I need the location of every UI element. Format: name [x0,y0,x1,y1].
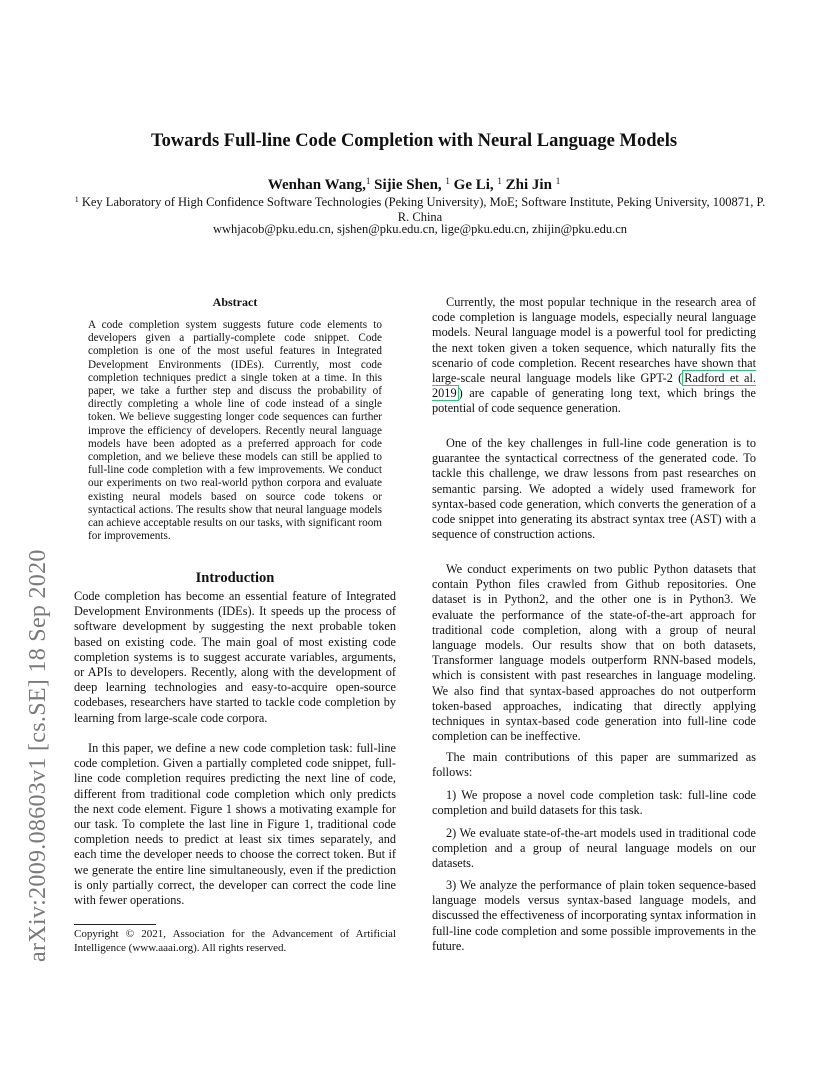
body-paragraph: We conduct experiments on two public Python datasets that contain Python files crawled from Github repositories. One dataset is in Python2, and the other one is in Python3. We evaluate the performance of the state-of-the-art approach for traditional code completion, along with a group of neural language models. Our results show that on both datasets, Transformer language models outperform RNN-based models, which is consistent with past researches in language modeling. We also find that syntax-based approaches do not outperform token-based approaches, indicating that directly applying techniques in syntax-based code generation into full-line code completion can be ineffective. [432,562,756,744]
affiliation-mark: 1 [497,176,502,186]
arxiv-identifier-stamp: arXiv:2009.08603v1 [cs.SE] 18 Sep 2020 [25,549,51,962]
copyright-footnote: Copyright © 2021, Association for the Advancement of Artificial Intelligence (www.aaai.org). All rights reserved. [74,928,396,954]
abstract-text: A code completion system suggests future code elements to developers given a partially-complete code snippet. Code completion is one of the most useful features in Integrated Development Environments (IDEs). Currently, most code completion techniques predict a single token at a time. In this paper, we take a further step and discuss the probability of directly completing a whole line of code instead of a single token. We believe suggesting longer code sequences can further improve the efficiency of developers. Recently neural language models have been adopted as a preferred approach for code completion, and we believe these models can still be applied to full-line code completion with a few improvements. We conduct our experiments on two real-world python corpora and evaluate existing neural models based on source code tokens or syntactical actions. The results show that neural language models can achieve acceptable results on our tasks, with significant room for improvements. [88,319,382,543]
contribution-item: 1) We propose a novel code completion task: full-line code completion and build datasets for this task. [432,788,756,818]
paragraph-text: ) are capable of generating long text, which brings the potential of code sequence generation. [432,386,756,416]
introduction-paragraph: In this paper, we define a new code completion task: full-line code completion. Given a partially completed code snippet, full-line code completion requires predicting the next line of code, different from traditional code completion which only predicts the next code element. Figure 1 shows a motivating example for our task. To complete the last line in Figure 1, traditional code completion needs to predict at least six times separately, and each time the developer needs to choose the correct token. But if we generate the entire line simultaneously, even if the prediction is only partially correct, the developer can correct the code line with fewer operations. [74,741,396,908]
affiliation [70,192,770,225]
author-emails: wwhjacob@pku.edu.cn, sjshen@pku.edu.cn, lige@pku.edu.cn, zhijin@pku.edu.cn [212,222,627,236]
body-paragraph: The main contributions of this paper are summarized as follows: [432,750,756,780]
abstract-heading: Abstract [212,295,258,309]
citation-link[interactable]: Radford et al. 2019 [432,371,756,401]
affiliation-mark: 1 [555,176,561,186]
author-name: Zhi Jin [505,177,552,193]
paper-title: Towards Full-line Code Completion with Neural Language Models [150,131,678,151]
introduction-paragraph: Code completion has become an essential feature of Integrated Development Environments (IDEs). It speeds up the process of software development by suggesting the next probable token based on existing code. The main goal of most existing code completion systems is to suggest accurate variables, arguments, or APIs to developers. Recently, along with the development of deep learning technologies and easy-to-acquire open-source codebases, researchers have started to tackle code completion by learning from large-scale code corpora. [74,589,396,725]
author-name: Ge Li, [453,177,494,193]
affiliation-mark: 1 [445,176,450,186]
introduction-heading: Introduction [195,570,275,586]
affiliation-mark: 1 [365,176,371,186]
author-name: Sijie Shen, [374,177,442,193]
affiliation-text: Key Laboratory of High Confidence Software Technologies (Peking University), MoE; Software Institute, Peking University, 100871, P. R. China [81,195,766,224]
body-paragraph [432,295,756,417]
author-name: Wenhan Wang, [267,177,366,193]
contribution-item: 3) We analyze the performance of plain token sequence-based language models versus syntax-based language models, and discussed the effectiveness of incorporating syntax information in full-line code completion and some possible improvements in the future. [432,878,756,953]
footnote-divider [74,924,156,925]
contribution-item: 2) We evaluate state-of-the-art models used in traditional code completion and a group of neural language models on our datasets. [432,826,756,871]
paragraph-text: Currently, the most popular technique in the research area of code completion is language models, especially neural language models. Neural language model is a powerful tool for predicting the next token given a token sequence, which naturally fits the scenario of code completion. Recent researches have shown that large-scale neural language models like GPT-2 ( [432,295,756,386]
affiliation-mark: 1 [74,195,79,204]
body-paragraph: One of the key challenges in full-line code generation is to guarantee the syntactical correctness of the generated code. To tackle this challenge, we draw lessons from past researches on semantic parsing. We adopted a widely used framework for syntax-based code generation, which converts the generation of a code snippet into generating its abstract syntax tree (AST) with a sequence of construction actions. [432,436,756,542]
